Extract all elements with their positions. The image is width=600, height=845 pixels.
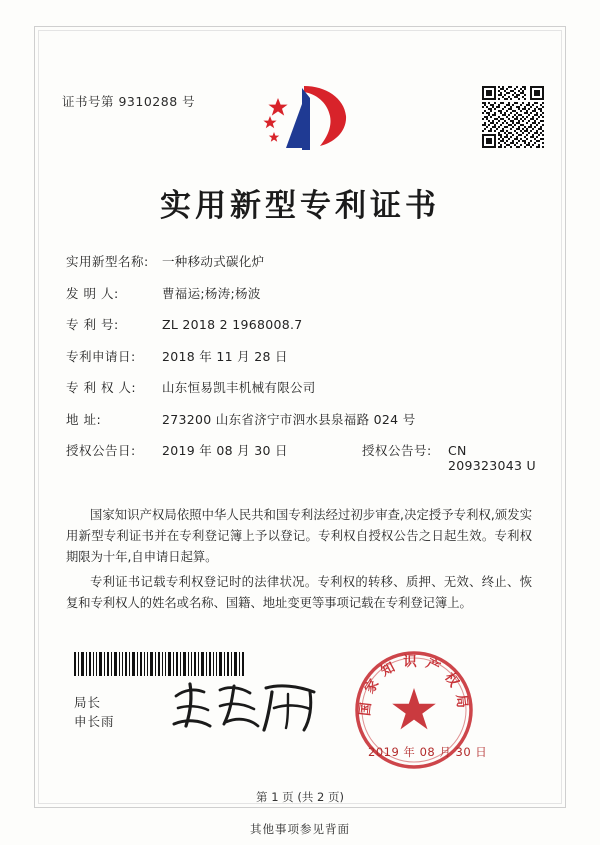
field-label-address: 地 址: <box>66 411 102 427</box>
field-row-inventors <box>66 284 536 302</box>
director-label: 局长 <box>74 695 102 710</box>
field-row-grant <box>66 441 536 473</box>
field-label-patent-number: 专 利 号: <box>66 317 119 332</box>
field-value-name: 一种移动式碳化炉 <box>162 254 265 269</box>
field-label-name: 实用新型名称: <box>66 254 149 269</box>
field-value-patent-number: ZL 2018 2 1968008.7 <box>162 317 303 332</box>
legal-text <box>66 505 532 618</box>
page-title: 实用新型专利证书 <box>160 188 440 224</box>
field-label-patentee: 专 利 权 人: <box>66 380 137 395</box>
svg-text:国家知识产权局: 国家知识产权局 <box>357 654 471 717</box>
field-row-address <box>66 410 536 428</box>
handwritten-signature <box>168 676 328 738</box>
certificate-number: 证书号第 9310288 号 <box>62 94 196 109</box>
field-value-patentee: 山东恒易凯丰机械有限公司 <box>162 380 316 395</box>
field-row-patentee <box>66 378 536 396</box>
field-label-grant-date: 授权公告日: <box>66 443 136 458</box>
field-label-grant-number: 授权公告号: <box>362 443 432 458</box>
footer-note: 其他事项参见背面 <box>250 822 350 836</box>
legal-paragraph-1: 国家知识产权局依照中华人民共和国专利法经过初步审查,决定授予专利权,颁发实用新型专利证书并在专利登记簿上予以登记。专利权自授权公告之日起生效。专利权期限为十年,自申请日起算。 <box>66 508 532 564</box>
field-label-inventors: 发 明 人: <box>66 285 119 301</box>
field-value-address: 273200 山东省济宁市泗水县泉福路 024 号 <box>162 411 416 427</box>
qr-code <box>482 86 544 148</box>
barcode <box>74 652 244 676</box>
patent-fields <box>66 252 536 487</box>
seal-date: 2019 年 08 月 30 日 <box>368 745 488 759</box>
cnipa-logo <box>248 82 348 154</box>
field-row-name <box>66 252 536 270</box>
legal-paragraph-2: 专利证书记载专利权登记时的法律状况。专利权的转移、质押、无效、终止、恢复和专利权人的姓名或名称、国籍、地址变更等事项记载在专利登记簿上。 <box>66 575 532 610</box>
page-count: 第 1 页 (共 2 页) <box>256 790 344 804</box>
field-value-application-date: 2018 年 11 月 28 日 <box>162 348 288 364</box>
field-value-grant-date: 2019 年 08 月 30 日 <box>162 443 288 458</box>
field-row-patent-number <box>66 315 536 333</box>
field-value-grant-number: CN 209323043 U <box>448 443 536 473</box>
director-name: 申长雨 <box>74 714 115 729</box>
field-label-application-date: 专利申请日: <box>66 348 136 364</box>
field-value-inventors: 曹福运;杨涛;杨波 <box>162 285 261 301</box>
field-row-application-date <box>66 347 536 365</box>
